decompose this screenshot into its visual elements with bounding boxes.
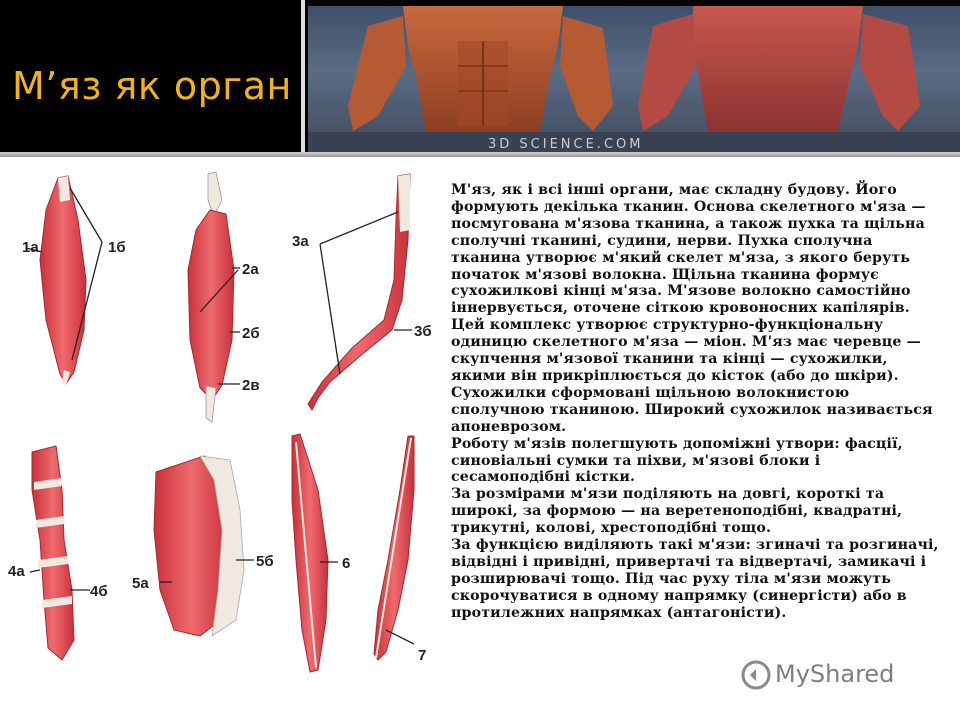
paragraph-structure: М'яз, як і всі інші органи, має складну будову. Його формують декілька тканин. Основа скелетного м'яза — посмугована м'язова тканина, а також пухка та щільна сполучні тканині, судини, нерви. Пухка сполучна тканина утворює м'який скелет м'яза, з якого беруть початок м'язові волокна. Щільна тканина формує сухожилкові кінці м'яза. М'язове волокно самостійно іннервується, оточене сіткою кровоносних капілярів. Цей комплекс утворює структурно-функціональну одиницю скелетного м'яза — міон. М'яз має черевце — скупчення м'язової тканини та кінці — сухожилки, якими він прикріплюється до кісток (або до шкіри). Сухожилки сформовані щільною волокнистою сполучною тканиною. Широкий сухожилок називається апоневрозом. — [451, 182, 933, 435]
watermark-text: MyShared — [775, 660, 895, 688]
label-2b: 2б — [242, 325, 260, 342]
muscle-6 — [292, 434, 338, 672]
label-3b: 3б — [414, 323, 432, 340]
label-6: 6 — [342, 555, 351, 572]
label-7: 7 — [418, 647, 427, 664]
label-2v: 2в — [242, 377, 260, 394]
label-4b: 4б — [90, 583, 108, 600]
muscle-7 — [374, 436, 414, 660]
label-5a: 5а — [132, 575, 149, 592]
header-divider — [301, 0, 305, 152]
muscle-2 — [188, 172, 240, 422]
slide-body-text — [451, 182, 939, 622]
slide-title: М’яз як орган — [12, 64, 292, 108]
slide-header — [0, 0, 960, 152]
muscle-shapes-figure — [0, 160, 445, 720]
label-3a: 3а — [292, 233, 309, 250]
label-1a: 1а — [22, 239, 39, 256]
muscle-5 — [154, 456, 254, 636]
paragraph-auxiliary: Роботу м'язів полегшують допоміжні утвори: фасції, синовіальні сумки та піхви, м'язові блоки і сесамоподібні кістки. — [451, 435, 903, 486]
myshared-logo-icon — [741, 660, 771, 690]
label-1b: 1б — [108, 239, 126, 256]
label-5b: 5б — [256, 553, 274, 570]
photo-caption: 3D SCIENCE.COM — [488, 137, 644, 152]
paragraph-size-shape: За розмірами м'язи поділяють на довгі, короткі та широкі, за формою — на веретеноподібні, квадратні, трикутні, колові, хрестоподібні тощо. — [451, 486, 903, 537]
muscle-anatomy-photo — [308, 6, 960, 152]
muscle-4 — [30, 446, 90, 660]
muscle-3 — [308, 174, 412, 410]
muscle-1 — [26, 176, 102, 386]
paragraph-function: За функцією виділяють такі м'язи: згиначі та розгиначі, відвідні і привідні, привертачі та відвертачі, замикачі і розширювачі тощо. Під час руху тіла м'язи можуть скорочуватися в одному напрямку (синергісти) або в протилежних напрямках (антагоністи). — [451, 537, 939, 621]
label-4a: 4а — [8, 563, 25, 580]
label-2a: 2а — [242, 261, 259, 278]
header-rule — [0, 152, 960, 157]
